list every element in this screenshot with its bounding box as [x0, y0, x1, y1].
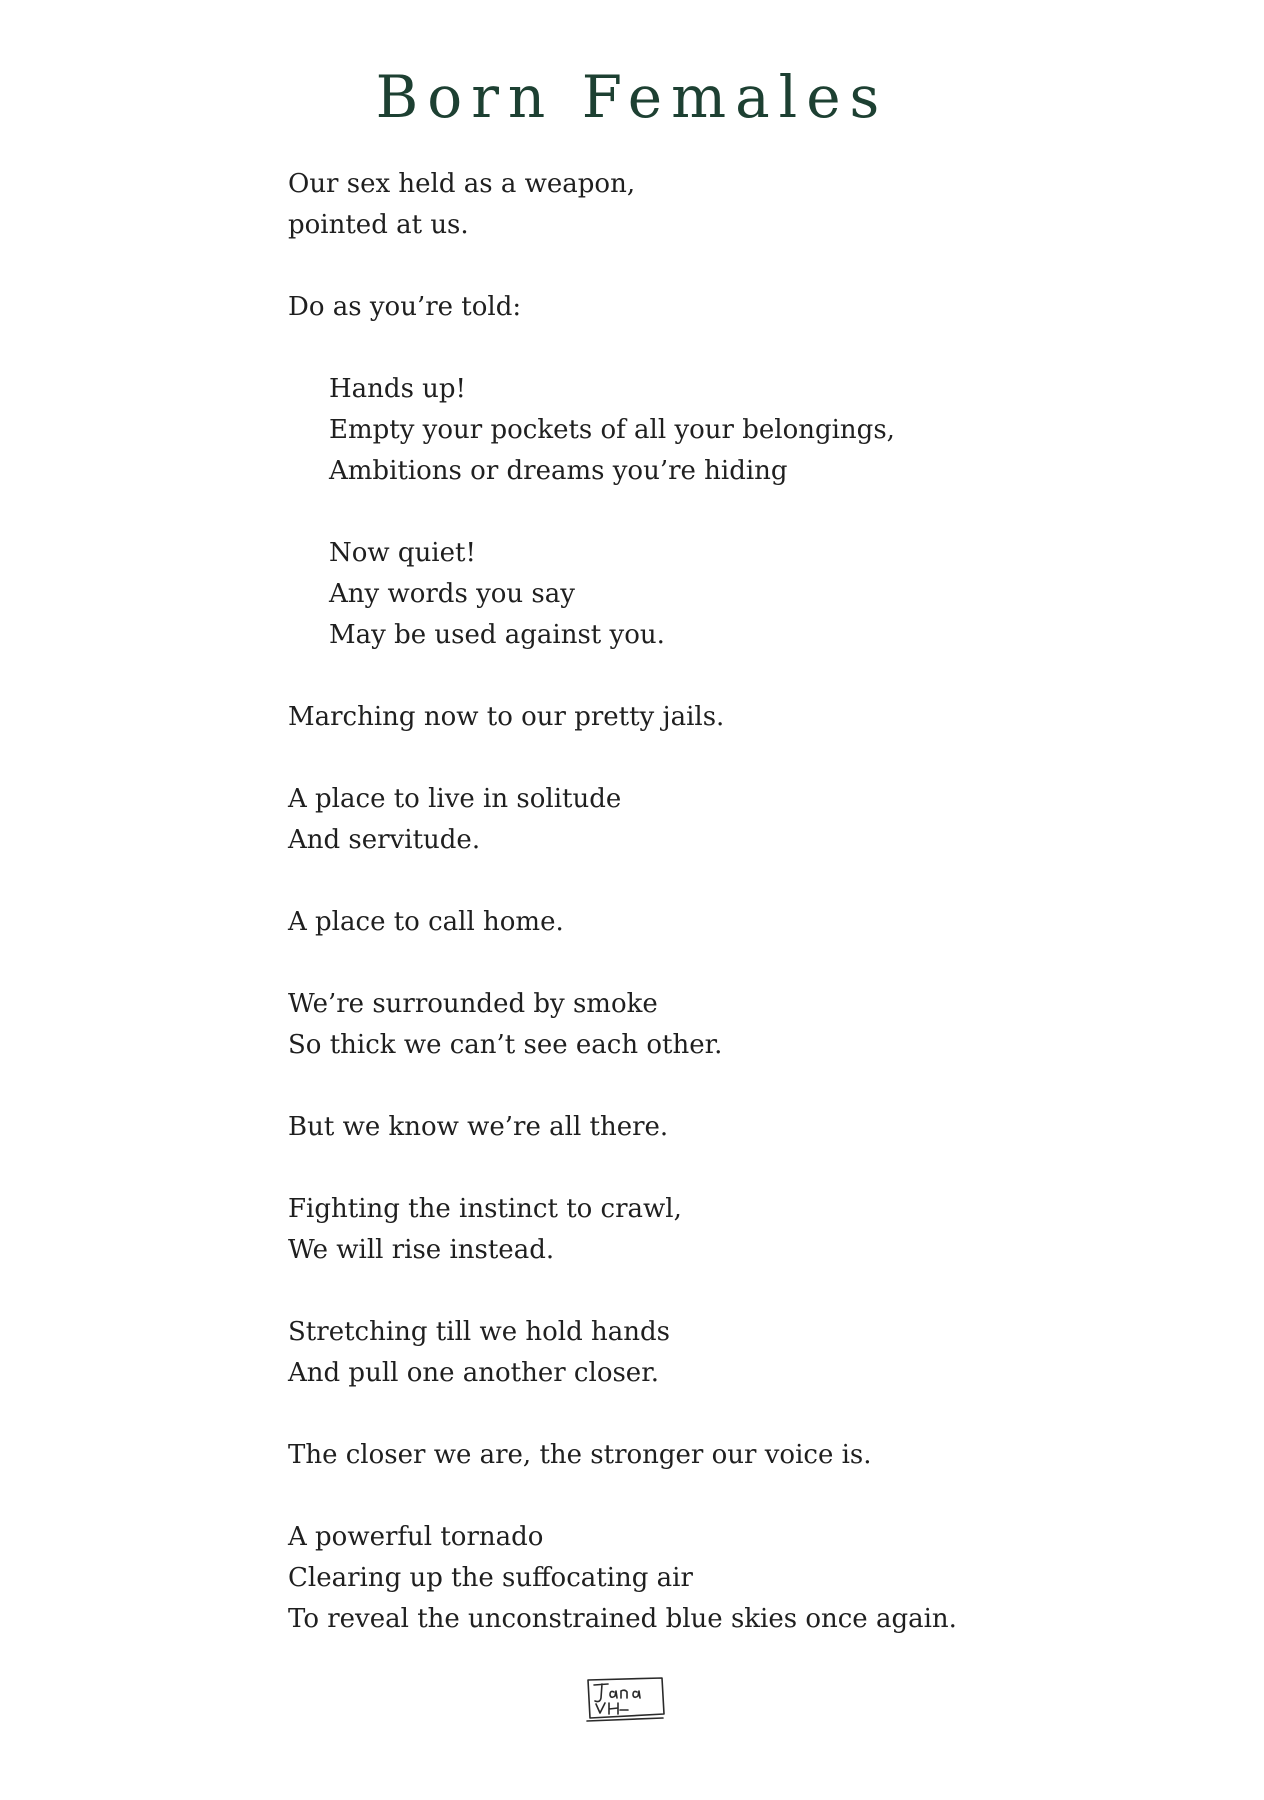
poem-body	[288, 164, 1188, 1681]
poem-title: Born Females	[375, 63, 889, 131]
stanza	[288, 1312, 1188, 1394]
poem-line: A place to call home.	[288, 907, 564, 937]
poem-line: We’re surrounded by smoke	[288, 989, 658, 1019]
poem-line: A powerful tornado	[288, 1522, 544, 1552]
poem-line: To reveal the unconstrained blue skies once again.	[288, 1604, 957, 1634]
stanza	[288, 902, 1188, 943]
poem-line: Hands up!	[329, 374, 467, 404]
stanza	[288, 287, 1188, 328]
stanza	[288, 164, 1188, 246]
poem-line: pointed at us.	[288, 210, 469, 240]
stanza-indented	[288, 369, 1188, 492]
poem-line: And servitude.	[288, 825, 481, 855]
signature-mark	[584, 1674, 668, 1726]
poem-line: Clearing up the suffocating air	[288, 1563, 693, 1593]
poem-line: Do as you’re told:	[288, 292, 522, 322]
stanza-indented	[288, 533, 1188, 656]
stanza	[288, 1189, 1188, 1271]
poem-line: Ambitions or dreams you’re hiding	[329, 456, 788, 486]
poem-line: But we know we’re all there.	[288, 1112, 669, 1142]
poem-line: Stretching till we hold hands	[288, 1317, 670, 1347]
stanza	[288, 1435, 1188, 1476]
stanza	[288, 697, 1188, 738]
poem-line: Our sex held as a weapon,	[288, 169, 636, 199]
poem-line: Empty your pockets of all your belongings,	[329, 415, 895, 445]
poem-line: So thick we can’t see each other.	[288, 1030, 723, 1060]
stanza	[288, 1517, 1188, 1640]
stanza	[288, 779, 1188, 861]
stanza	[288, 1107, 1188, 1148]
poem-line: May be used against you.	[329, 620, 665, 650]
poem-line: Any words you say	[329, 579, 575, 609]
poem-line: Marching now to our pretty jails.	[288, 702, 725, 732]
poem-line: A place to live in solitude	[288, 784, 622, 814]
poem-line: We will rise instead.	[288, 1235, 555, 1265]
poem-line: Now quiet!	[329, 538, 476, 568]
stanza	[288, 984, 1188, 1066]
poem-line: The closer we are, the stronger our voice is.	[288, 1440, 872, 1470]
poem-line: And pull one another closer.	[288, 1358, 660, 1388]
poem-line: Fighting the instinct to crawl,	[288, 1194, 682, 1224]
